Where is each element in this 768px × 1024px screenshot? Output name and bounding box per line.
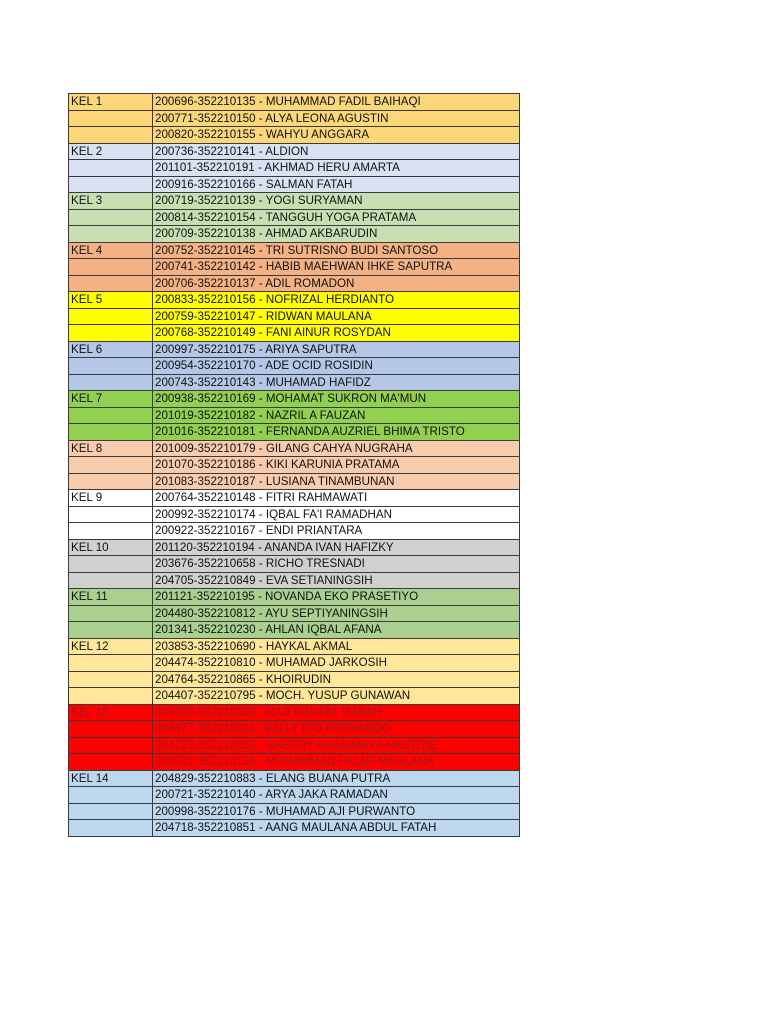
- member-cell[interactable]: 200997-352210175 - ARIYA SAPUTRA: [153, 341, 520, 358]
- member-cell[interactable]: 204764-352210865 - KHOIRUDIN: [153, 671, 520, 688]
- member-cell[interactable]: 204477-352210811 - WILLY RIO FERNANDO: [153, 721, 520, 738]
- table-row: [69, 292, 520, 309]
- empty-group-cell[interactable]: [69, 754, 153, 771]
- table-row: [69, 655, 520, 672]
- member-cell[interactable]: 203676-352210658 - RICHO TRESNADI: [153, 556, 520, 573]
- group-label-cell[interactable]: KEL 9: [69, 490, 153, 507]
- table-row: [69, 110, 520, 127]
- empty-group-cell[interactable]: [69, 457, 153, 474]
- member-cell[interactable]: 200992-352210174 - IQBAL FA'I RAMADHAN: [153, 506, 520, 523]
- group-label-cell[interactable]: KEL 4: [69, 242, 153, 259]
- member-cell[interactable]: 200741-352210142 - HABIB MAEHWAN IHKE SAPUTRA: [153, 259, 520, 276]
- empty-group-cell[interactable]: [69, 622, 153, 639]
- table-row: [69, 622, 520, 639]
- table-row: [69, 226, 520, 243]
- table-row: [69, 358, 520, 375]
- empty-group-cell[interactable]: [69, 358, 153, 375]
- member-cell[interactable]: 200719-352210139 - YOGI SURYAMAN: [153, 193, 520, 210]
- empty-group-cell[interactable]: [69, 209, 153, 226]
- table-row: [69, 424, 520, 441]
- table-row: [69, 325, 520, 342]
- table-row: [69, 638, 520, 655]
- member-cell[interactable]: 200709-352210138 - AHMAD AKBARUDIN: [153, 226, 520, 243]
- table-row: [69, 341, 520, 358]
- member-cell[interactable]: 200752-352210145 - TRI SUTRISNO BUDI SANTOSO: [153, 242, 520, 259]
- member-cell[interactable]: 200706-352210137 - ADIL ROMADON: [153, 275, 520, 292]
- empty-group-cell[interactable]: [69, 325, 153, 342]
- group-table-body: [69, 94, 520, 837]
- empty-group-cell[interactable]: [69, 572, 153, 589]
- member-cell[interactable]: 204829-352210883 - ELANG BUANA PUTRA: [153, 770, 520, 787]
- member-cell[interactable]: 204474-352210810 - MUHAMAD JARKOSIH: [153, 655, 520, 672]
- empty-group-cell[interactable]: [69, 523, 153, 540]
- member-cell[interactable]: 201016-352210181 - FERNANDA AUZRIEL BHIMA TRISTO: [153, 424, 520, 441]
- empty-group-cell[interactable]: [69, 556, 153, 573]
- empty-group-cell[interactable]: [69, 688, 153, 705]
- member-cell[interactable]: 201019-352210182 - NAZRIL A FAUZAN: [153, 407, 520, 424]
- table-row: [69, 754, 520, 771]
- group-label-cell[interactable]: KEL 12: [69, 638, 153, 655]
- table-row: [69, 407, 520, 424]
- group-label-cell[interactable]: KEL 8: [69, 440, 153, 457]
- group-label-cell[interactable]: KEL 3: [69, 193, 153, 210]
- table-row: [69, 803, 520, 820]
- member-cell[interactable]: 204709-352210850 - RAJI NAUFAL RABAH: [153, 704, 520, 721]
- empty-group-cell[interactable]: [69, 655, 153, 672]
- group-label-cell[interactable]: KEL 11: [69, 589, 153, 606]
- group-table: [68, 93, 520, 837]
- group-label-cell[interactable]: KEL 10: [69, 539, 153, 556]
- empty-group-cell[interactable]: [69, 127, 153, 144]
- table-row: [69, 259, 520, 276]
- group-label-cell[interactable]: KEL 6: [69, 341, 153, 358]
- table-row: [69, 506, 520, 523]
- table-row: [69, 523, 520, 540]
- empty-group-cell[interactable]: [69, 787, 153, 804]
- empty-group-cell[interactable]: [69, 737, 153, 754]
- member-cell[interactable]: 200768-352210149 - FANI AINUR ROSYDAN: [153, 325, 520, 342]
- table-row: [69, 143, 520, 160]
- table-row: [69, 473, 520, 490]
- table-row: [69, 589, 520, 606]
- empty-group-cell[interactable]: [69, 605, 153, 622]
- table-row: [69, 94, 520, 111]
- member-cell[interactable]: 200820-352210155 - WAHYU ANGGARA: [153, 127, 520, 144]
- member-cell[interactable]: 200759-352210147 - RIDWAN MAULANA: [153, 308, 520, 325]
- table-row: [69, 787, 520, 804]
- table-row: [69, 704, 520, 721]
- table-row: [69, 539, 520, 556]
- empty-group-cell[interactable]: [69, 308, 153, 325]
- member-cell[interactable]: 201101-352210191 - AKHMAD HERU AMARTA: [153, 160, 520, 177]
- table-row: [69, 209, 520, 226]
- empty-group-cell[interactable]: [69, 160, 153, 177]
- table-row: [69, 193, 520, 210]
- empty-group-cell[interactable]: [69, 820, 153, 837]
- member-cell[interactable]: 200922-352210167 - ENDI PRIANTARA: [153, 523, 520, 540]
- empty-group-cell[interactable]: [69, 259, 153, 276]
- empty-group-cell[interactable]: [69, 275, 153, 292]
- member-cell[interactable]: 200833-352210156 - NOFRIZAL HERDIANTO: [153, 292, 520, 309]
- table-row: [69, 374, 520, 391]
- member-cell[interactable]: 201120-352210194 - ANANDA IVAN HAFIZKY: [153, 539, 520, 556]
- member-cell[interactable]: 200736-352210141 - ALDION: [153, 143, 520, 160]
- empty-group-cell[interactable]: [69, 671, 153, 688]
- member-cell[interactable]: 201121-352210195 - NOVANDA EKO PRASETIYO: [153, 589, 520, 606]
- group-label-cell[interactable]: KEL 5: [69, 292, 153, 309]
- group-label-cell[interactable]: KEL 13: [69, 704, 153, 721]
- member-cell[interactable]: 204480-352210812 - AYU SEPTIYANINGSIH: [153, 605, 520, 622]
- table-row: [69, 160, 520, 177]
- table-row: [69, 490, 520, 507]
- table-row: [69, 308, 520, 325]
- member-cell[interactable]: 201070-352210186 - KIKI KARUNIA PRATAMA: [153, 457, 520, 474]
- group-label-cell[interactable]: KEL 1: [69, 94, 153, 111]
- member-cell[interactable]: 200954-352210170 - ADE OCID ROSIDIN: [153, 358, 520, 375]
- table-row: [69, 275, 520, 292]
- member-cell[interactable]: 200814-352210154 - TANGGUH YOGA PRATAMA: [153, 209, 520, 226]
- empty-group-cell[interactable]: [69, 176, 153, 193]
- empty-group-cell[interactable]: [69, 473, 153, 490]
- table-row: [69, 688, 520, 705]
- empty-group-cell[interactable]: [69, 424, 153, 441]
- table-row: [69, 242, 520, 259]
- member-cell[interactable]: 201009-352210179 - GILANG CAHYA NUGRAHA: [153, 440, 520, 457]
- member-cell[interactable]: 204705-352210849 - EVA SETIANINGSIH: [153, 572, 520, 589]
- member-cell[interactable]: 200998-352210176 - MUHAMAD AJI PURWANTO: [153, 803, 520, 820]
- table-row: [69, 127, 520, 144]
- member-cell[interactable]: 204718-352210851 - AANG MAULANA ABDUL FATAH: [153, 820, 520, 837]
- table-row: [69, 391, 520, 408]
- member-cell[interactable]: 200771-352210150 - ALYA LEONA AGUSTIN: [153, 110, 520, 127]
- table-row: [69, 671, 520, 688]
- member-cell[interactable]: 200721-352210140 - ARYA JAKA RAMADAN: [153, 787, 520, 804]
- member-cell[interactable]: 203853-352210690 - HAYKAL AKMAL: [153, 638, 520, 655]
- table-row: [69, 721, 520, 738]
- member-cell[interactable]: 200938-352210169 - MOHAMAT SUKRON MA'MUN: [153, 391, 520, 408]
- table-row: [69, 440, 520, 457]
- member-cell[interactable]: 201083-352210187 - LUSIANA TINAMBUNAN: [153, 473, 520, 490]
- empty-group-cell[interactable]: [69, 110, 153, 127]
- member-cell[interactable]: 200764-352210148 - FITRI RAHMAWATI: [153, 490, 520, 507]
- table-row: [69, 605, 520, 622]
- member-cell[interactable]: 204723-352210853 - SHERRY KHARANIYA NASTITIE: [153, 737, 520, 754]
- member-cell[interactable]: 200696-352210135 - MUHAMMAD FADIL BAIHAQI: [153, 94, 520, 111]
- table-row: [69, 770, 520, 787]
- group-label-cell[interactable]: KEL 7: [69, 391, 153, 408]
- table-row: [69, 820, 520, 837]
- member-cell[interactable]: 200701-352210136 - MUHAMMAD FAJAR MAULANA: [153, 754, 520, 771]
- group-label-cell[interactable]: KEL 14: [69, 770, 153, 787]
- table-row: [69, 572, 520, 589]
- table-row: [69, 176, 520, 193]
- table-row: [69, 737, 520, 754]
- member-cell[interactable]: 200743-352210143 - MUHAMAD HAFIDZ: [153, 374, 520, 391]
- member-cell[interactable]: 204407-352210795 - MOCH. YUSUP GUNAWAN: [153, 688, 520, 705]
- empty-group-cell[interactable]: [69, 407, 153, 424]
- member-cell[interactable]: 200916-352210166 - SALMAN FATAH: [153, 176, 520, 193]
- empty-group-cell[interactable]: [69, 226, 153, 243]
- member-cell[interactable]: 201341-352210230 - AHLAN IQBAL AFANA: [153, 622, 520, 639]
- empty-group-cell[interactable]: [69, 374, 153, 391]
- table-row: [69, 556, 520, 573]
- table-row: [69, 457, 520, 474]
- empty-group-cell[interactable]: [69, 803, 153, 820]
- empty-group-cell[interactable]: [69, 721, 153, 738]
- empty-group-cell[interactable]: [69, 506, 153, 523]
- group-label-cell[interactable]: KEL 2: [69, 143, 153, 160]
